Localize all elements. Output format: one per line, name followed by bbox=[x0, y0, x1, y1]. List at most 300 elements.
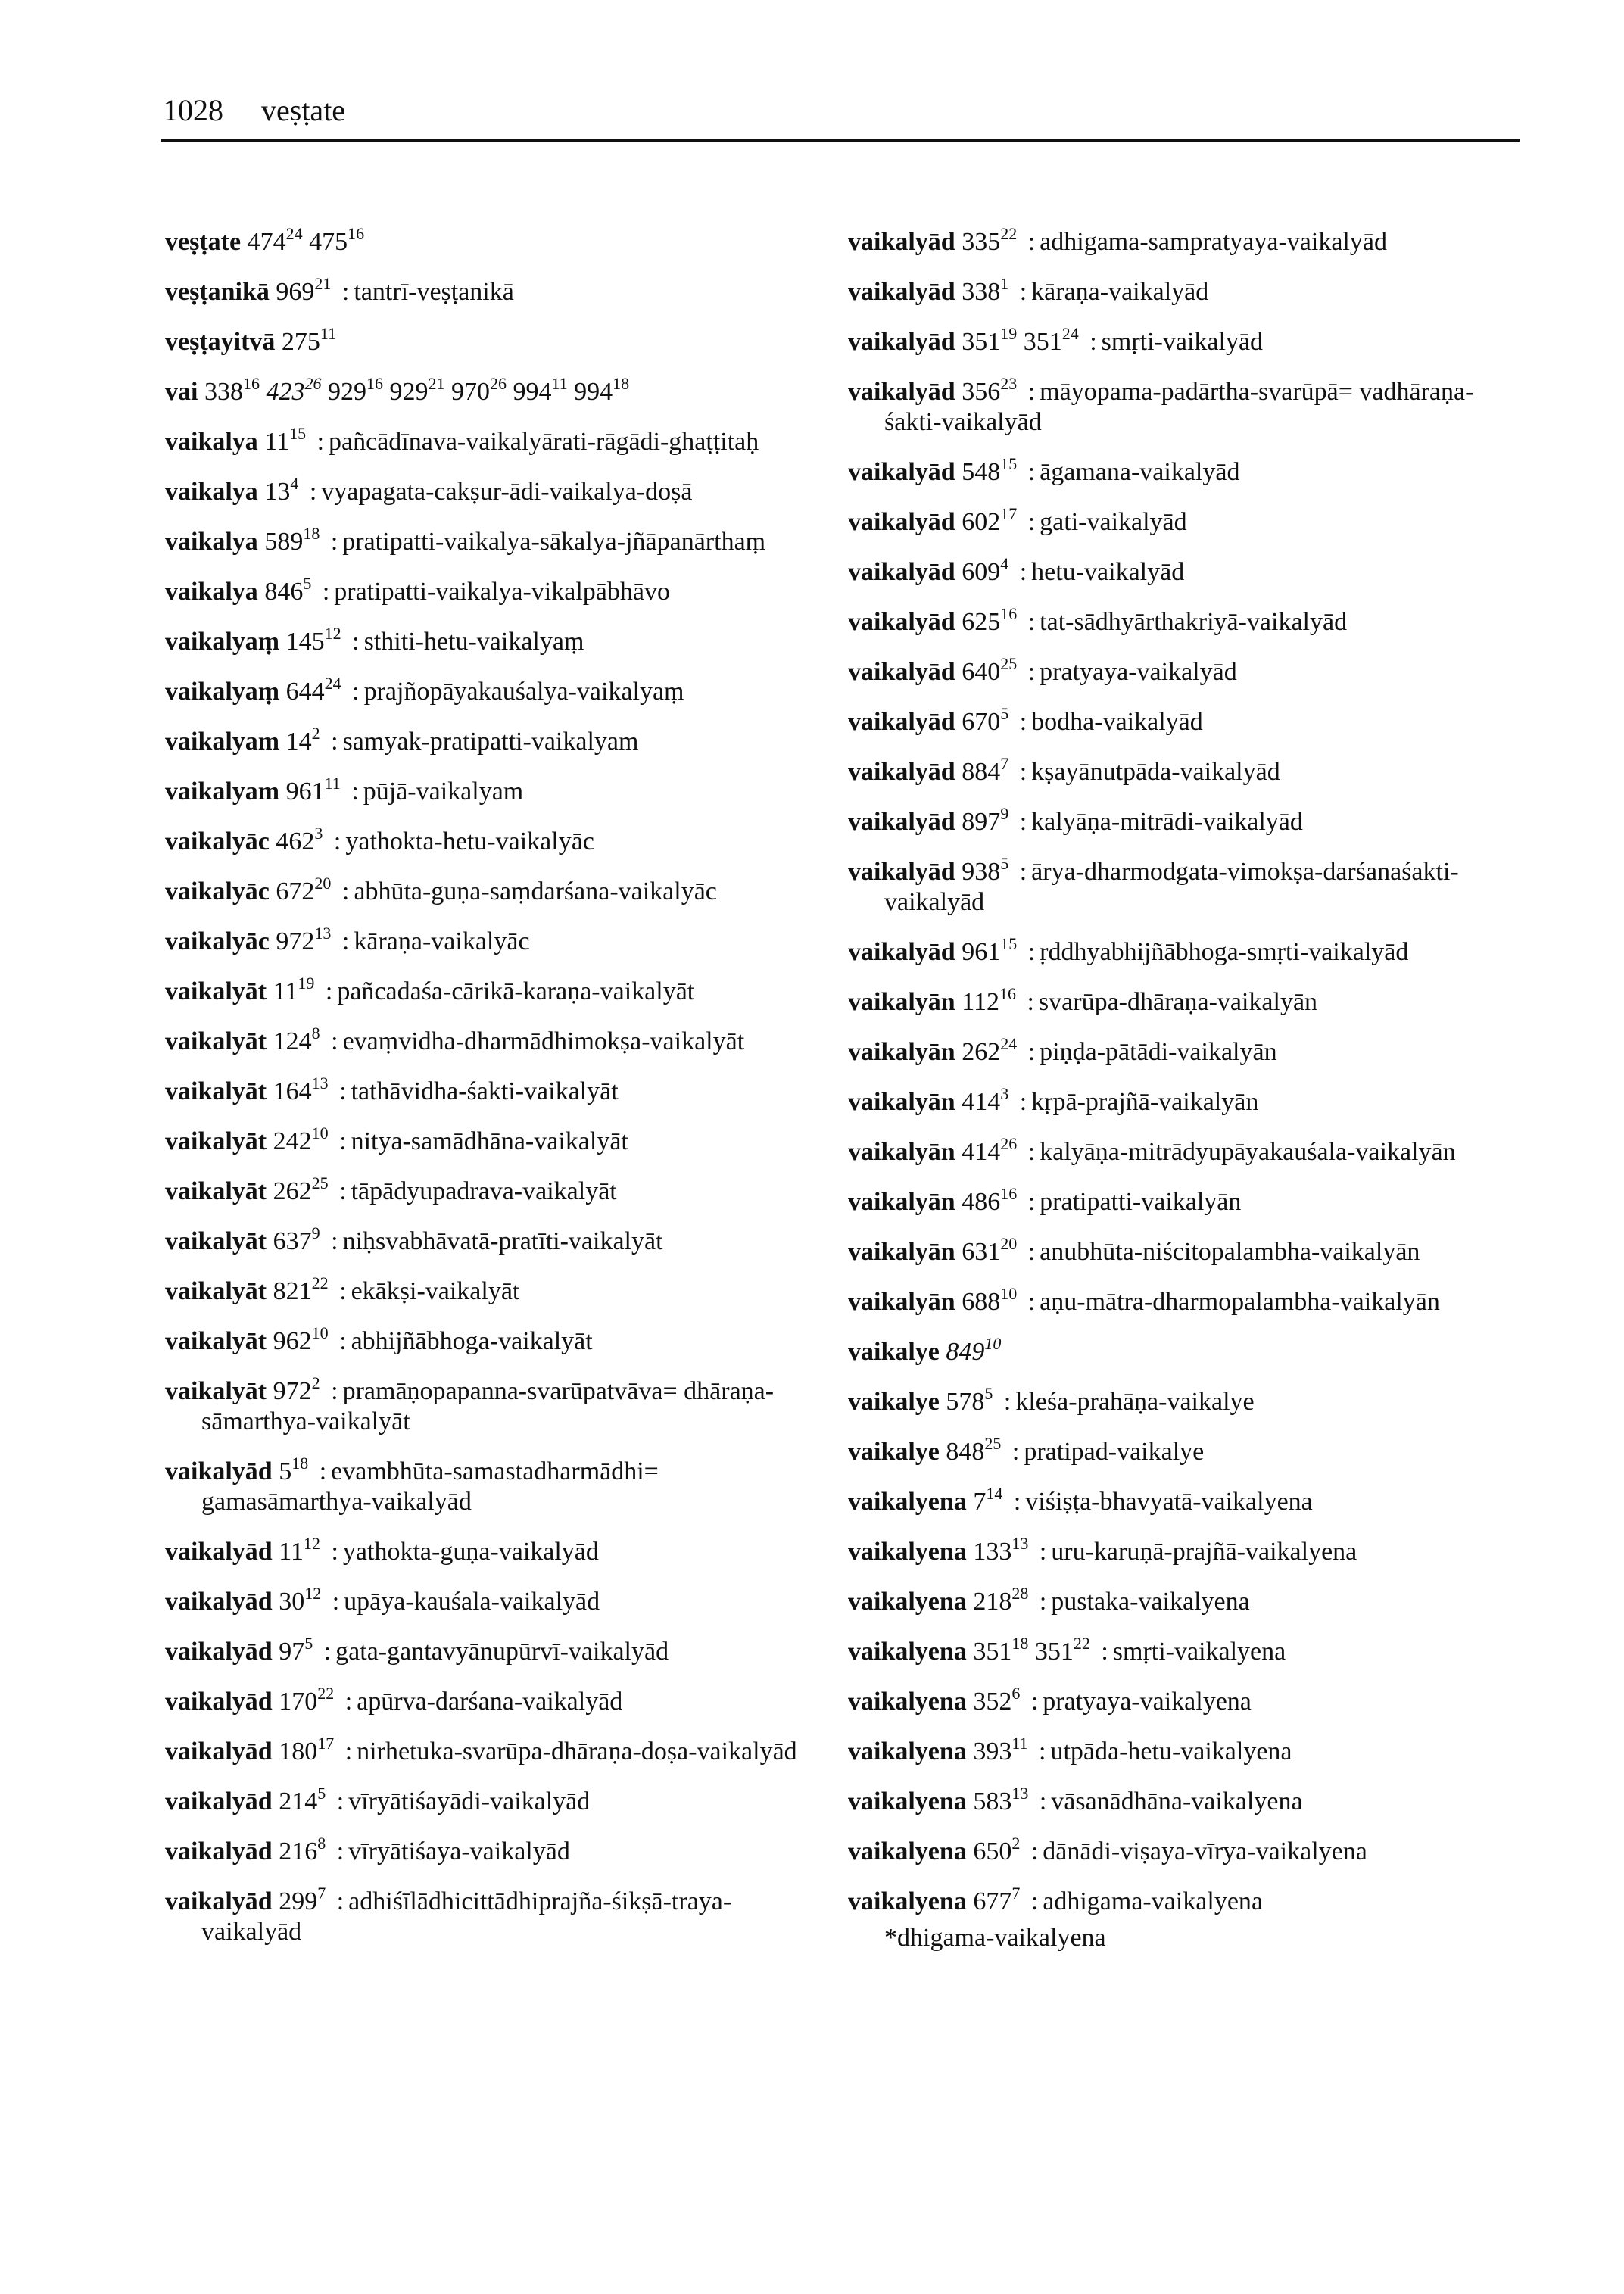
compound-context: aṇu-mātra-dharmopalambha-vaikalyān bbox=[1040, 1288, 1440, 1316]
headword: vaikalyāc bbox=[165, 828, 270, 856]
page-reference bbox=[309, 224, 365, 256]
headword: vaikalyaṃ bbox=[165, 678, 280, 706]
page-reference bbox=[273, 1024, 320, 1055]
colon-separator: : bbox=[1021, 378, 1036, 406]
line-number-ref: 25 bbox=[984, 1434, 1002, 1453]
page-number-ref: 609 bbox=[962, 558, 1001, 586]
index-entry bbox=[165, 1223, 831, 1257]
line-number-ref: 5 bbox=[304, 1634, 313, 1653]
headword: vaikalyena bbox=[848, 1788, 967, 1816]
headword: veṣṭanikā bbox=[165, 278, 270, 306]
line-number-ref: 13 bbox=[1011, 1784, 1029, 1803]
colon-separator: : bbox=[1021, 1238, 1036, 1266]
line-number-ref: 22 bbox=[311, 1273, 329, 1292]
headword: vaikalyād bbox=[848, 458, 955, 486]
page-number-ref: 338 bbox=[204, 378, 243, 406]
line-number-ref: 12 bbox=[304, 1584, 322, 1603]
headword: vaikalye bbox=[848, 1388, 940, 1416]
colon-separator: : bbox=[330, 1887, 344, 1915]
index-entry bbox=[848, 554, 1514, 588]
page-reference bbox=[973, 1534, 1029, 1566]
page-reference bbox=[276, 274, 332, 306]
page-number-ref: 11 bbox=[264, 428, 290, 456]
running-title: veṣṭate bbox=[261, 93, 346, 127]
line-number-ref: 5 bbox=[1000, 704, 1009, 723]
index-entry bbox=[165, 1884, 831, 1947]
line-number-ref: 4 bbox=[290, 474, 299, 493]
page-reference bbox=[273, 1273, 329, 1305]
index-entry bbox=[848, 704, 1514, 737]
page-reference bbox=[273, 974, 315, 1005]
index-entry bbox=[848, 1284, 1514, 1317]
page-reference bbox=[450, 374, 507, 406]
headword: vaikalyam bbox=[165, 728, 280, 756]
page-number-ref: 338 bbox=[962, 278, 1001, 306]
headword: vaikalyād bbox=[848, 708, 955, 736]
index-entry bbox=[165, 424, 831, 457]
page-reference bbox=[276, 824, 323, 856]
headword: vaikalyena bbox=[848, 1887, 967, 1915]
page-number-ref: 414 bbox=[962, 1088, 1001, 1116]
page-number-ref: 30 bbox=[279, 1588, 305, 1616]
line-number-ref: 8 bbox=[317, 1834, 326, 1853]
line-number-ref: 1 bbox=[1000, 274, 1009, 293]
page-reference bbox=[962, 704, 1009, 736]
page-reference bbox=[276, 874, 332, 905]
index-entry bbox=[848, 1684, 1514, 1717]
compound-context: gati-vaikalyād bbox=[1040, 508, 1187, 536]
compound-context: piṇḍa-pātādi-vaikalyān bbox=[1040, 1038, 1277, 1066]
page-reference bbox=[285, 774, 341, 806]
page-reference bbox=[273, 1074, 329, 1105]
page-header bbox=[163, 92, 345, 129]
colon-separator: : bbox=[1083, 328, 1097, 356]
line-number-ref: 7 bbox=[317, 1884, 326, 1903]
headword: vaikalyān bbox=[848, 1088, 955, 1116]
colon-separator: : bbox=[313, 1457, 327, 1485]
headword: vaikalyena bbox=[848, 1638, 967, 1666]
colon-separator: : bbox=[344, 778, 359, 806]
index-entry bbox=[165, 1173, 831, 1207]
colon-separator: : bbox=[332, 1127, 347, 1155]
page-number-ref: 972 bbox=[273, 1377, 312, 1405]
index-entry bbox=[848, 654, 1514, 687]
headword: vaikalyād bbox=[165, 1588, 273, 1616]
colon-separator: : bbox=[1021, 458, 1036, 486]
index-entry bbox=[165, 324, 831, 357]
page-reference bbox=[962, 804, 1009, 836]
headword: vaikalyāt bbox=[165, 1327, 267, 1355]
compound-context: pañcādīnava-vaikalyārati-rāgādi-ghaṭṭitaḥ bbox=[329, 428, 759, 456]
index-entry bbox=[165, 674, 831, 707]
page-reference bbox=[962, 1134, 1018, 1166]
headword: vaikalyād bbox=[165, 1688, 273, 1716]
headword: vaikalyād bbox=[848, 608, 955, 636]
page-reference bbox=[204, 374, 260, 406]
compound-context: sthiti-hetu-vaikalyaṃ bbox=[363, 628, 584, 656]
headword: vaikalyād bbox=[165, 1457, 273, 1485]
page-number-ref: 589 bbox=[264, 528, 304, 556]
colon-separator: : bbox=[1021, 938, 1036, 966]
headword: vaikalyād bbox=[165, 1538, 273, 1566]
compound-context: kṣayānutpāda-vaikalyād bbox=[1031, 758, 1280, 786]
page-number-ref: 929 bbox=[389, 378, 429, 406]
compound-context: dānādi-viṣaya-vīrya-vaikalyena bbox=[1043, 1837, 1367, 1865]
index-entry bbox=[848, 1084, 1514, 1117]
index-entry bbox=[848, 1884, 1514, 1917]
line-number-ref: 18 bbox=[291, 1454, 309, 1473]
page-reference bbox=[962, 854, 1009, 886]
colon-separator: : bbox=[1013, 558, 1027, 586]
index-entry bbox=[848, 934, 1514, 968]
line-number-ref: 7 bbox=[1000, 754, 1009, 773]
page-reference bbox=[285, 674, 341, 706]
headword: vai bbox=[165, 378, 198, 406]
compound-context: anubhūta-niścitopalambha-vaikalyān bbox=[1040, 1238, 1420, 1266]
colon-separator: : bbox=[330, 1837, 344, 1865]
page-number-ref: 650 bbox=[973, 1837, 1012, 1865]
left-column bbox=[165, 224, 831, 1967]
line-number-ref: 23 bbox=[1000, 374, 1018, 393]
index-entry bbox=[848, 804, 1514, 837]
colon-separator: : bbox=[338, 1688, 353, 1716]
headword: vaikalya bbox=[165, 478, 258, 506]
colon-separator: : bbox=[345, 628, 360, 656]
headword: vaikalyena bbox=[848, 1588, 967, 1616]
page-reference bbox=[273, 1124, 329, 1155]
line-number-ref: 2 bbox=[311, 724, 320, 743]
page-number-ref: 242 bbox=[273, 1127, 312, 1155]
line-number-ref: 16 bbox=[999, 984, 1016, 1003]
page-reference bbox=[973, 1634, 1029, 1666]
index-entry bbox=[165, 1323, 831, 1357]
compound-context: bodha-vaikalyād bbox=[1031, 708, 1203, 736]
headword: vaikalyān bbox=[848, 1238, 955, 1266]
index-entry bbox=[165, 874, 831, 907]
index-entry bbox=[848, 1484, 1514, 1517]
colon-separator: : bbox=[324, 728, 338, 756]
headword: vaikalyān bbox=[848, 988, 955, 1016]
index-entry bbox=[165, 1373, 831, 1437]
page-reference bbox=[273, 1373, 320, 1405]
headword: vaikalye bbox=[848, 1338, 940, 1366]
page-number-ref: 972 bbox=[276, 927, 315, 955]
colon-separator: : bbox=[1024, 1887, 1039, 1915]
compound-context: svarūpa-dhāraṇa-vaikalyān bbox=[1038, 988, 1318, 1016]
page-reference bbox=[279, 1784, 326, 1816]
page-number-ref: 335 bbox=[962, 228, 1001, 256]
line-number-ref: 28 bbox=[1011, 1584, 1029, 1603]
page-number-ref: 821 bbox=[273, 1277, 312, 1305]
compound-context: nitya-samādhāna-vaikalyāt bbox=[351, 1127, 628, 1155]
page-number-ref: 216 bbox=[279, 1837, 318, 1865]
index-entry bbox=[165, 724, 831, 757]
colon-separator: : bbox=[1033, 1538, 1047, 1566]
line-number-ref: 19 bbox=[1000, 324, 1018, 343]
page-reference bbox=[962, 454, 1018, 486]
index-entry bbox=[165, 1454, 831, 1517]
line-number-ref: 22 bbox=[1073, 1634, 1090, 1653]
index-entry bbox=[848, 1334, 1514, 1367]
line-number-ref: 26 bbox=[489, 374, 507, 393]
compound-context: adhigama-vaikalyena bbox=[1043, 1887, 1264, 1915]
page-reference bbox=[962, 1234, 1018, 1266]
compound-context: adhigama-sampratyaya-vaikalyād bbox=[1040, 228, 1387, 256]
line-number-ref: 20 bbox=[314, 874, 332, 893]
headword: vaikalyāt bbox=[165, 1077, 267, 1105]
colon-separator: : bbox=[335, 278, 350, 306]
colon-separator: : bbox=[316, 578, 330, 606]
colon-separator: : bbox=[1094, 1638, 1108, 1666]
headword: vaikalyāc bbox=[165, 927, 270, 955]
page-number-ref: 474 bbox=[247, 228, 286, 256]
index-entry bbox=[848, 324, 1514, 357]
index-entry bbox=[165, 1273, 831, 1307]
page-reference bbox=[962, 504, 1018, 536]
index-entry bbox=[848, 1134, 1514, 1167]
headword: vaikalyād bbox=[848, 508, 955, 536]
index-entry bbox=[848, 274, 1514, 307]
line-number-ref: 25 bbox=[1000, 654, 1018, 673]
line-number-ref: 13 bbox=[314, 924, 332, 943]
page-number-ref: 7 bbox=[973, 1488, 987, 1516]
line-number-ref: 16 bbox=[1000, 604, 1018, 623]
page-number-ref: 414 bbox=[962, 1138, 1001, 1166]
page-reference bbox=[281, 324, 337, 356]
page-reference bbox=[1023, 324, 1079, 356]
line-number-ref: 10 bbox=[984, 1334, 1002, 1353]
compound-context: vāsanādhāna-vaikalyena bbox=[1051, 1788, 1303, 1816]
page-number-ref: 884 bbox=[962, 758, 1001, 786]
page-number-ref: 11 bbox=[279, 1538, 304, 1566]
page-reference bbox=[513, 374, 568, 406]
index-entry bbox=[848, 454, 1514, 488]
index-entry bbox=[848, 374, 1514, 438]
page-reference bbox=[962, 984, 1016, 1016]
page-reference bbox=[962, 1034, 1018, 1066]
index-entry bbox=[165, 1584, 831, 1617]
headword: vaikalyād bbox=[848, 558, 955, 586]
page-number-ref: 145 bbox=[285, 628, 325, 656]
headword: vaikalya bbox=[165, 528, 258, 556]
page-reference bbox=[279, 1884, 326, 1915]
index-entry bbox=[165, 824, 831, 857]
headword: vaikalyād bbox=[165, 1788, 273, 1816]
index-entry bbox=[165, 274, 831, 307]
colon-separator: : bbox=[338, 1738, 353, 1766]
colon-separator: : bbox=[997, 1388, 1011, 1416]
page-reference bbox=[285, 724, 320, 756]
page-number-ref: 962 bbox=[273, 1327, 312, 1355]
page-number-ref: 994 bbox=[574, 378, 613, 406]
headword: vaikalya bbox=[165, 578, 258, 606]
headword: vaikalyāt bbox=[165, 1177, 267, 1205]
index-entry bbox=[848, 1184, 1514, 1217]
headword: vaikalyād bbox=[848, 808, 955, 836]
page-number-ref: 631 bbox=[962, 1238, 1001, 1266]
colon-separator: : bbox=[324, 1027, 338, 1055]
headword: vaikalyād bbox=[848, 758, 955, 786]
index-entry bbox=[165, 1834, 831, 1867]
page-number-ref: 133 bbox=[973, 1538, 1012, 1566]
index-entry bbox=[165, 974, 831, 1007]
index-entry bbox=[848, 854, 1514, 918]
page-reference bbox=[962, 604, 1018, 636]
page-number-ref: 970 bbox=[450, 378, 490, 406]
page-number-ref: 423 bbox=[266, 378, 305, 406]
page-reference bbox=[973, 1584, 1029, 1616]
line-number-ref: 22 bbox=[1000, 224, 1018, 243]
colon-separator: : bbox=[332, 1077, 347, 1105]
index-entry bbox=[165, 224, 831, 257]
index-entry bbox=[848, 604, 1514, 637]
page-number-ref: 164 bbox=[273, 1077, 312, 1105]
page-number-ref: 548 bbox=[962, 458, 1001, 486]
index-entry bbox=[165, 1074, 831, 1107]
line-number-ref: 10 bbox=[311, 1124, 329, 1142]
compound-context: kāraṇa-vaikalyād bbox=[1031, 278, 1209, 306]
compound-context: adhiśīlādhicittādhiprajña-śikṣā-traya-vaikalyād bbox=[201, 1887, 732, 1946]
headword: vaikalyāt bbox=[165, 1227, 267, 1255]
colon-separator: : bbox=[1013, 758, 1027, 786]
page-reference bbox=[389, 374, 445, 406]
line-number-ref: 16 bbox=[348, 224, 365, 243]
colon-separator: : bbox=[1020, 988, 1034, 1016]
line-number-ref: 12 bbox=[303, 1534, 320, 1553]
page-number-ref: 677 bbox=[973, 1887, 1012, 1915]
line-number-ref: 5 bbox=[317, 1784, 326, 1803]
line-number-ref: 14 bbox=[986, 1484, 1003, 1503]
page-reference bbox=[247, 224, 303, 256]
compound-context: tathāvidha-śakti-vaikalyāt bbox=[351, 1077, 619, 1105]
index-entry bbox=[165, 1784, 831, 1817]
page-number-ref: 218 bbox=[973, 1588, 1012, 1616]
page-reference bbox=[962, 554, 1009, 586]
colon-separator: : bbox=[330, 1788, 344, 1816]
page-reference bbox=[273, 1323, 329, 1355]
headword: vaikalyān bbox=[848, 1038, 955, 1066]
page-reference bbox=[279, 1534, 320, 1566]
page-number-ref: 578 bbox=[946, 1388, 985, 1416]
headword: veṣṭayitvā bbox=[165, 328, 276, 356]
line-number-ref: 17 bbox=[1000, 504, 1018, 523]
line-number-ref: 8 bbox=[311, 1024, 320, 1043]
line-number-ref: 15 bbox=[1000, 454, 1018, 473]
page-number-ref: 969 bbox=[276, 278, 315, 306]
colon-separator: : bbox=[345, 678, 360, 706]
headword: vaikalyena bbox=[848, 1738, 967, 1766]
line-number-ref: 5 bbox=[1000, 854, 1009, 873]
line-number-ref: 18 bbox=[1011, 1634, 1029, 1653]
page-reference bbox=[264, 424, 307, 456]
index-entry bbox=[848, 1634, 1514, 1667]
page-reference bbox=[1034, 1634, 1090, 1666]
page-number-ref: 393 bbox=[973, 1738, 1012, 1766]
page-reference bbox=[279, 1634, 313, 1666]
index-entry bbox=[848, 1034, 1514, 1068]
page-reference bbox=[962, 324, 1018, 356]
page-number-ref: 351 bbox=[1023, 328, 1062, 356]
compound-context: pratipatti-vaikalyān bbox=[1040, 1188, 1242, 1216]
page-reference bbox=[279, 1454, 309, 1485]
index-entry bbox=[848, 504, 1514, 538]
colon-separator: : bbox=[1021, 1038, 1036, 1066]
page-reference bbox=[266, 374, 322, 406]
line-number-ref: 20 bbox=[1000, 1234, 1018, 1253]
index-entry bbox=[848, 754, 1514, 787]
compound-context: pañcadaśa-cārikā-karaṇa-vaikalyāt bbox=[337, 977, 695, 1005]
page-reference bbox=[279, 1584, 322, 1616]
index-entry bbox=[165, 524, 831, 557]
page-reference bbox=[946, 1434, 1002, 1466]
colon-separator: : bbox=[1024, 1837, 1039, 1865]
headword: vaikalyāt bbox=[165, 1127, 267, 1155]
page-number-ref: 262 bbox=[273, 1177, 312, 1205]
compound-context: māyopama-padārtha-svarūpā= vadhāraṇa-śakti-vaikalyād bbox=[884, 378, 1474, 436]
line-number-ref: 5 bbox=[984, 1384, 993, 1403]
page-reference bbox=[973, 1784, 1029, 1816]
line-number-ref: 12 bbox=[324, 624, 341, 643]
index-entry bbox=[165, 474, 831, 507]
line-number-ref: 26 bbox=[304, 374, 322, 393]
headword: vaikalyān bbox=[848, 1188, 955, 1216]
headword: vaikalyād bbox=[848, 378, 955, 406]
compound-context: ṛddhyabhijñābhoga-smṛti-vaikalyād bbox=[1040, 938, 1409, 966]
page-reference bbox=[973, 1884, 1021, 1915]
page-number-ref: 351 bbox=[962, 328, 1001, 356]
page-number-ref: 848 bbox=[946, 1438, 985, 1466]
line-number-ref: 2 bbox=[1011, 1834, 1021, 1853]
line-number-ref: 15 bbox=[1000, 934, 1018, 953]
line-number-ref: 13 bbox=[311, 1074, 329, 1092]
page-number-ref: 475 bbox=[309, 228, 348, 256]
compound-context: smṛti-vaikalyād bbox=[1101, 328, 1264, 356]
page-number-ref: 170 bbox=[279, 1688, 318, 1716]
page-reference bbox=[273, 1173, 329, 1205]
compound-context: yathokta-guṇa-vaikalyād bbox=[342, 1538, 599, 1566]
headword: vaikalyān bbox=[848, 1288, 955, 1316]
colon-separator: : bbox=[1033, 1788, 1047, 1816]
compound-context: kalyāṇa-mitrādi-vaikalyād bbox=[1031, 808, 1303, 836]
compound-context: kalyāṇa-mitrādyupāyakauśala-vaikalyān bbox=[1040, 1138, 1456, 1166]
page-number-ref: 961 bbox=[962, 938, 1001, 966]
page-reference bbox=[273, 1223, 320, 1255]
page-number-ref: 262 bbox=[962, 1038, 1001, 1066]
index-entry bbox=[848, 984, 1514, 1018]
page-number-ref: 583 bbox=[973, 1788, 1012, 1816]
headword: vaikalyena bbox=[848, 1837, 967, 1865]
page-number-ref: 14 bbox=[285, 728, 312, 756]
page-number-ref: 5 bbox=[279, 1457, 292, 1485]
header-rule bbox=[161, 139, 1520, 142]
page-number-ref: 637 bbox=[273, 1227, 312, 1255]
headword: vaikalyād bbox=[848, 658, 955, 686]
colon-separator: : bbox=[324, 528, 338, 556]
page-reference bbox=[279, 1834, 326, 1865]
page-reference bbox=[962, 654, 1018, 686]
compound-context: kāraṇa-vaikalyāc bbox=[354, 927, 530, 955]
page-number-ref: 929 bbox=[327, 378, 366, 406]
index-entry bbox=[848, 1784, 1514, 1817]
headword: vaikalyāc bbox=[165, 877, 270, 905]
index-entry bbox=[848, 1834, 1514, 1867]
compound-context: evambhūta-samastadharmādhi= gamasāmarthya-vaikalyād bbox=[201, 1457, 659, 1516]
index-entry bbox=[165, 1634, 831, 1667]
compound-context: utpāda-hetu-vaikalyena bbox=[1050, 1738, 1292, 1766]
colon-separator: : bbox=[335, 927, 350, 955]
colon-separator: : bbox=[1013, 858, 1027, 886]
headword: vaikalyād bbox=[165, 1738, 273, 1766]
